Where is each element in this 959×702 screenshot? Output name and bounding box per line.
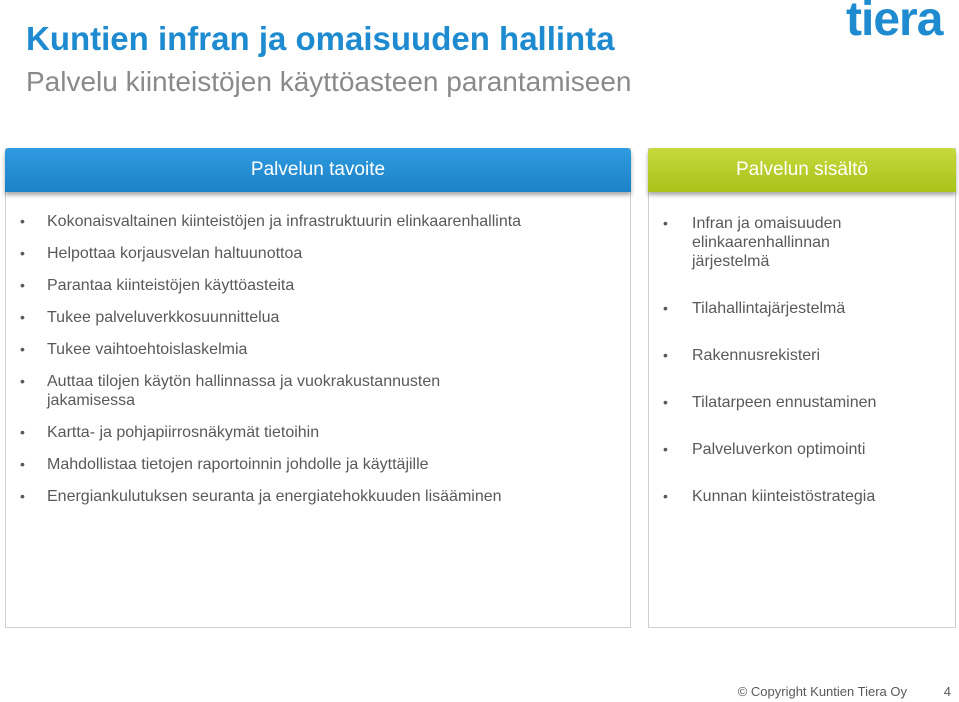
bullet-icon: •: [20, 277, 25, 293]
content-list: [663, 214, 949, 534]
list-item: [663, 214, 949, 271]
list-item-text: Auttaa tilojen käytön hallinnassa ja vuokrakustannusten jakamisessa: [47, 373, 441, 409]
list-item-text: Rakennusrekisteri: [692, 347, 821, 364]
bullet-icon: •: [20, 213, 25, 229]
list-item-text: Kartta- ja pohjapiirrosnäkymät tietoihin: [47, 424, 320, 441]
list-item: [20, 244, 624, 263]
bullet-icon: •: [20, 424, 25, 440]
content-panel: [648, 148, 956, 628]
list-item: [20, 423, 624, 442]
list-item-text: Energiankulutuksen seuranta ja energiatehokkuuden lisääminen: [47, 488, 502, 505]
list-item: [20, 212, 624, 231]
bullet-icon: •: [20, 341, 25, 357]
list-item-text: Palveluverkon optimointi: [692, 441, 866, 458]
bullet-icon: •: [663, 488, 668, 504]
content-panel-header: Palvelun sisältö: [648, 148, 956, 192]
list-item: [663, 346, 949, 365]
list-item-text: Mahdollistaa tietojen raportoinnin johdolle ja käyttäjille: [47, 456, 429, 473]
copyright-footer: © Copyright Kuntien Tiera Oy: [737, 684, 907, 699]
tiera-logo: tiera: [846, 0, 943, 46]
list-item: [20, 276, 624, 295]
list-item: [663, 299, 949, 318]
list-item: [20, 372, 624, 410]
list-item: [20, 340, 624, 359]
list-item: [20, 308, 624, 327]
list-item-text: Tukee palveluverkkosuunnittelua: [47, 309, 280, 326]
list-item-text: Tilatarpeen ennustaminen: [692, 394, 877, 411]
list-item-text: Tilahallintajärjestelmä: [692, 300, 846, 317]
list-item-text: Tukee vaihtoehtoislaskelmia: [47, 341, 248, 358]
goal-panel-header: Palvelun tavoite: [5, 148, 631, 192]
bullet-icon: •: [20, 373, 25, 389]
bullet-icon: •: [20, 456, 25, 472]
bullet-icon: •: [20, 245, 25, 261]
page-subtitle: Palvelu kiinteistöjen käyttöasteen parantamiseen: [26, 66, 632, 97]
list-item-text: Kokonaisvaltainen kiinteistöjen ja infrastruktuurin elinkaarenhallinta: [47, 213, 522, 230]
goal-panel: [5, 148, 631, 628]
list-item-text: Kunnan kiinteistöstrategia: [692, 488, 876, 505]
list-item-text: Infran ja omaisuuden elinkaarenhallinnan järjestelmä: [692, 215, 842, 270]
bullet-icon: •: [663, 215, 668, 231]
bullet-icon: •: [20, 488, 25, 504]
bullet-icon: •: [663, 347, 668, 363]
list-item: [663, 393, 949, 412]
bullet-icon: •: [663, 300, 668, 316]
list-item: [20, 487, 624, 506]
page-number: 4: [943, 684, 951, 699]
list-item: [20, 455, 624, 474]
list-item: [663, 440, 949, 459]
page-title: Kuntien infran ja omaisuuden hallinta: [26, 20, 615, 57]
bullet-icon: •: [663, 441, 668, 457]
bullet-icon: •: [663, 394, 668, 410]
bullet-icon: •: [20, 309, 25, 325]
list-item: [663, 487, 949, 506]
list-item-text: Parantaa kiinteistöjen käyttöasteita: [47, 277, 295, 294]
goal-list: [20, 212, 624, 519]
list-item-text: Helpottaa korjausvelan haltuunottoa: [47, 245, 303, 262]
